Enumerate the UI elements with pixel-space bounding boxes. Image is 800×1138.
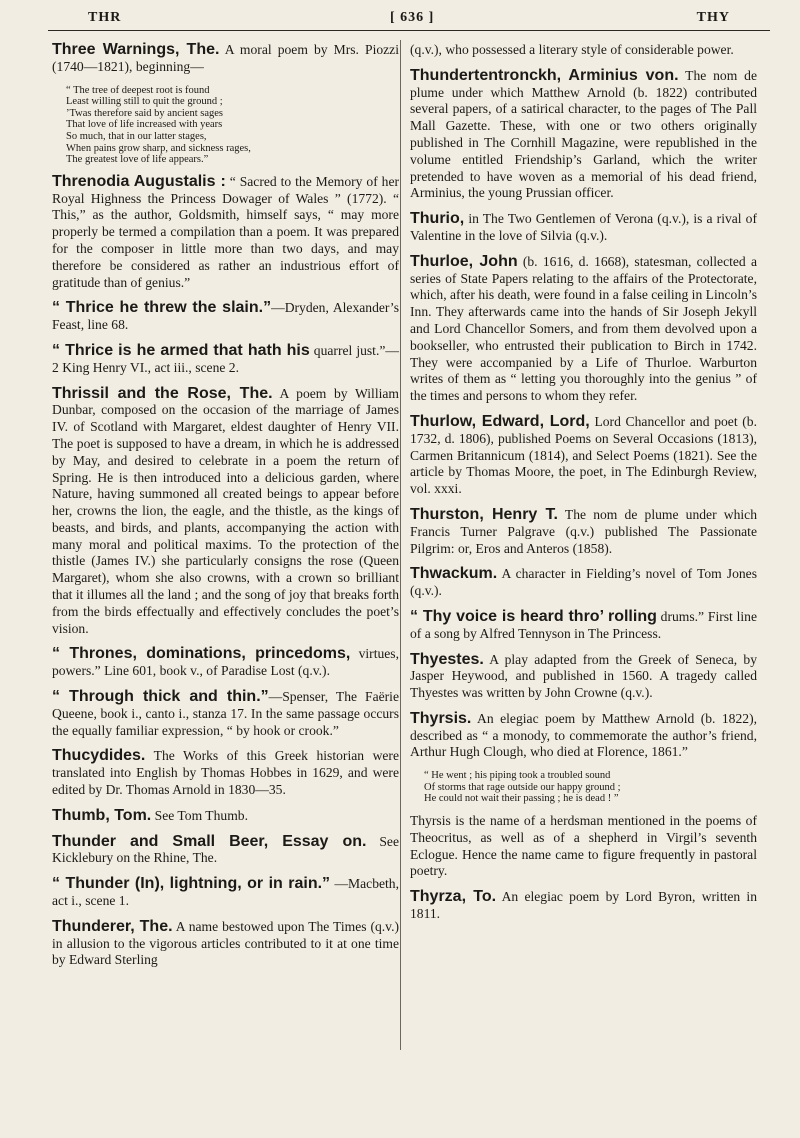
poem-line: So much, that in our latter stages, (66, 130, 207, 142)
entry-text: (q.v.), who possessed a literary style of considerable power. (410, 42, 734, 57)
headword: Thurloe, John (410, 252, 518, 270)
entry-thumb-tom (52, 808, 399, 825)
left-column (52, 42, 399, 978)
entry-text: virtues, powers.” Line 601, book v., of Paradise Lost (q.v.). (52, 646, 399, 679)
headword: Thyestes. (410, 650, 484, 668)
headword: Thwackum. (410, 565, 498, 583)
entry-text: The nom de plume under which Matthew Arnold (b. 1822) contributed several papers, of a satirical character, to the pages of The Pall Mall Gazette. These, with one or two others originally published in The Cornhill Magazine, were republished in the volume entitled Friendship’s Garland, which the writer pretended to have woven as a memorial of his dead friend, Arminius, the young Prussian officer. (410, 67, 757, 201)
poem-line: Least willing still to quit the ground ; (66, 96, 223, 108)
poem-line: “ He went ; his piping took a troubled sound (424, 770, 611, 782)
headword: Thundertentronckh, Arminius von. (410, 66, 679, 84)
headword: Thurio, (410, 210, 465, 228)
entry-thunder-lightning (52, 876, 399, 910)
poem-line: When pains grow sharp, and sickness rages, (66, 142, 251, 154)
entry-thunderer (52, 919, 399, 969)
entry-thrice-armed (52, 343, 399, 377)
entry-text: quarrel just.”—2 King Henry VI., act iii., scene 2. (52, 342, 399, 375)
headword: “ Thrones, dominations, princedoms, (52, 645, 351, 663)
entry-text: An elegiac poem by Lord Byron, written in 1811. (410, 889, 758, 922)
headword: “ Thy voice is heard thro’ rolling (410, 607, 657, 625)
entry-thurston (410, 507, 757, 557)
headword: Thucydides. (52, 747, 146, 765)
entry-thurlow (410, 414, 757, 498)
entry-thunder-small-beer (52, 834, 399, 868)
headword: Threnodia Augustalis : (52, 172, 226, 190)
entry-text: Thyrsis is the name of a herdsman mentioned in the poems of Theocritus, as well as of a shepherd in Virgil’s seventh Eclogue. Hence the name came to figure frequently in pastoral poetry. (410, 813, 757, 879)
entry-text: The Works of this Greek historian were translated into English by Thomas Hobbes in 1629, and were edited by Dr. Thomas Arnold in 1830—35. (52, 748, 399, 798)
poem-line: That love of life increased with years (66, 119, 223, 131)
page-number: [ 636 ] (390, 10, 435, 25)
header-left: THR (88, 10, 122, 25)
entry-text: A name bestowed upon The Times (q.v.) in allusion to the vigorous articles contributed to it at one time by Edward Sterling (52, 918, 399, 968)
poem-quote (424, 770, 757, 805)
entry-thwackum (410, 566, 757, 600)
poem-line: Of storms that rage outside our happy ground ; (424, 781, 621, 793)
entry-text: Lord Chancellor and poet (b. 1732, d. 1806), published Poems on Several Occasions (1813), Carmen Britannicum (1814), and Select Poems (1821). See the article by Thomas Moore, the poet, in The Edinburgh Review, vol. xxxi. (410, 413, 758, 497)
header-right: THY (696, 10, 730, 25)
headword: Thumb, Tom. (52, 806, 152, 824)
headword: “ Thunder (In), lightning, or in rain.” (52, 875, 331, 893)
entry-text: A play adapted from the Greek of Seneca, by Jasper Heywood, and published in 1560. A tragedy called Thyestes was written by John Crowne (q.v.). (410, 651, 757, 701)
running-header (48, 8, 770, 31)
poem-line: He could not wait their passing ; he is dead ! ” (424, 793, 619, 805)
entry-text: See Tom Thumb. (151, 807, 248, 823)
entry-thucydides (52, 748, 399, 798)
right-column (410, 42, 757, 932)
entry-thundertentronckh (410, 68, 757, 202)
headword: Thyrza, To. (410, 888, 497, 906)
entry-thrice-threw (52, 300, 399, 334)
headword: “ Thrice he threw the slain.” (52, 299, 272, 317)
entry-text: “ Sacred to the Memory of her Royal Highness the Princess Dowager of Wales ” (1772). “ This,” as the author, Goldsmith, himself says, “ may more properly be termed a compilation than a poem. It was prepared for the composer in little more than two days, and may therefore be considered as rather an industrious effort of gratitude than of genius.” (52, 173, 400, 290)
poem-line: The greatest love of life appears.” (66, 154, 209, 166)
column-divider (400, 40, 401, 1050)
entry-text: (b. 1616, d. 1668), statesman, collected a series of State Papers relating to the affairs of the Protectorate, which, after his death, were found in a false ceiling in Lincoln’s Inn. They afterwards came into the hands of Sir Joseph Jekyll and Lord Chancellor Somers, and from them devolved upon a bookseller, who entrusted their publication to Birch in 1742. They were accompanied by a Life of Thurloe. Warburton writes of them as “ letting you thoroughly into the genius ” of the times and persons to whom they refer. (410, 253, 757, 404)
poem-quote (66, 85, 399, 166)
headword: Thunderer, The. (52, 917, 173, 935)
entry-continuation (410, 42, 757, 59)
headword: “ Thrice is he armed that hath his (52, 341, 310, 359)
entry-text: See Kicklebury on the Rhine, The. (52, 833, 399, 866)
entry-text: The nom de plume under which Francis Turner Palgrave (q.v.) published The Passionate Pilgrim: or, Eros and Anteros (1858). (410, 506, 757, 556)
entry-thrones (52, 646, 399, 680)
headword: Thurston, Henry T. (410, 505, 558, 523)
entry-text: —Macbeth, act i., scene 1. (52, 876, 400, 909)
entry-text: A poem by William Dunbar, composed on the occasion of the marriage of James IV. of Scotland with Margaret, eldest daughter of Henry VII. The poet is supposed to have a dream, in which he is addressed by May, and desired to celebrate in a poem the return of Spring. He is then introduced into a delicious garden, where Nature, having summoned all created beings to appear before her, crowns the lion, the eagle, and the thistle, as the kings of beasts, and birds, and plants, accompanying the action with many moral and political maxims. To the protection of the thistle (James IV.) she particularly consigns the rose (Queen Margaret), whom she also crowns, with a crown so brilliant that it illumes all the land ; and the song of joy that breaks forth from the birds effectually and effectively concludes the poet’s vision. (52, 385, 399, 636)
entry-thyestes (410, 652, 757, 702)
entry-thrissil (52, 386, 399, 638)
entry-thyrsis (410, 711, 757, 761)
entry-text: A moral poem by Mrs. Piozzi (1740—1821), beginning— (52, 42, 399, 74)
entry-text: in The Two Gentlemen of Verona (q.v.), is a rival of Valentine in the love of Silvia (q.v.). (410, 211, 757, 243)
entry-thurloe (410, 254, 757, 405)
headword: “ Through thick and thin.” (52, 688, 269, 706)
entry-text: An elegiac poem by Matthew Arnold (b. 1822), described as “ a monody, to commemorate the author’s friend, Arthur Hugh Clough, who died at Florence, 1861.” (410, 710, 757, 760)
entry-through-thick (52, 689, 399, 739)
headword: Thurlow, Edward, Lord, (410, 412, 590, 430)
entry-text: —Spenser, The Faërie Queene, book i., canto i., stanza 17. In the same passage occurs the equally familiar expression, “ by hook or crook.” (52, 689, 399, 738)
entry-text: —Dryden, Alexander’s Feast, line 68. (52, 300, 400, 333)
entry-thyrza (410, 889, 757, 923)
headword: Three Warnings, The. (52, 41, 220, 58)
entry-threnodia (52, 174, 399, 292)
headword: Thyrsis. (410, 709, 472, 727)
entry-text: drums.” First line of a song by Alfred Tennyson in The Princess. (410, 608, 757, 641)
headword: Thrissil and the Rose, The. (52, 384, 273, 402)
headword: Thunder and Small Beer, Essay on. (52, 832, 367, 850)
entry-thyrsis-note (410, 813, 757, 880)
entry-thy-voice (410, 609, 757, 643)
poem-line: ’Twas therefore said by ancient sages (66, 107, 223, 119)
poem-line: “ The tree of deepest root is found (66, 84, 210, 96)
entry-three-warnings (52, 42, 399, 76)
entry-text: A character in Fielding’s novel of Tom Jones (q.v.). (410, 566, 757, 599)
entry-thurio (410, 211, 757, 245)
